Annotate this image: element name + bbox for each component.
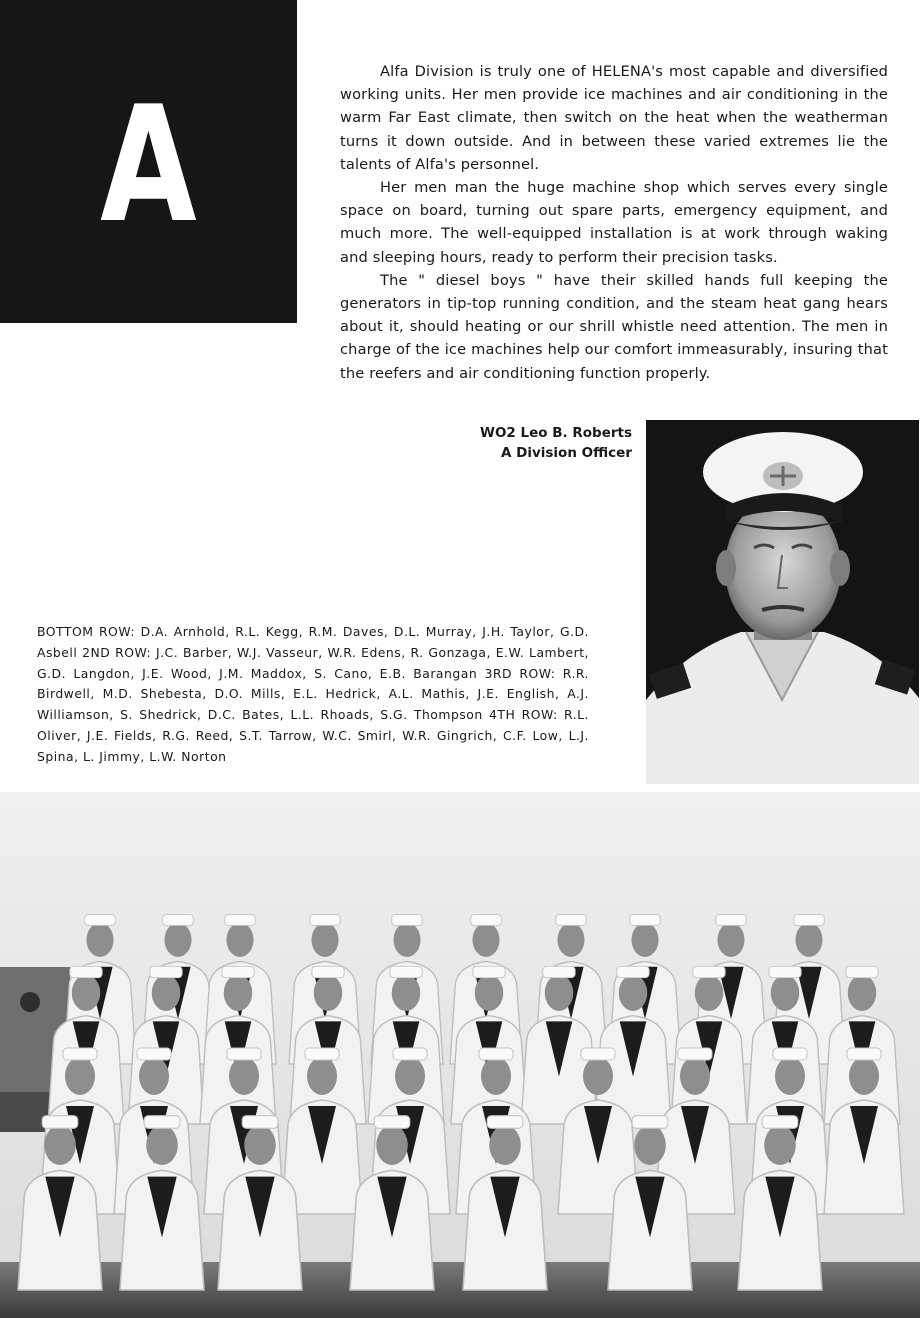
intro-paragraph-1: Alfa Division is truly one of HELENA's most capable and diversified working units. Her men provide ice machines and air conditioning in the warm Far East climate, then switch on the heat when the weatherman turns it down outside. And in between these varied extremes lie the talents of Alfa's personnel. <box>340 63 888 173</box>
officer-title: A Division Officer <box>500 445 632 461</box>
intro-text <box>340 60 888 385</box>
section-letter: A <box>100 71 197 258</box>
officer-portrait-drawing <box>646 420 919 784</box>
officer-portrait-photo <box>646 420 919 784</box>
intro-paragraph-3: The " diesel boys " have their skilled hands full keeping the generators in tip-top running condition, and the steam heat gang hears about it, should heating or our shrill whistle need attention. The men in charge of the ice machines help our comfort immeasurably, insuring that the reefers and air conditioning function properly. <box>340 271 888 382</box>
officer-caption <box>420 423 632 463</box>
roster-text: BOTTOM ROW: D.A. Arnhold, R.L. Kegg, R.M. Daves, D.L. Murray, J.H. Taylor, G.D. Asbell 2ND ROW: J.C. Barber, W.J. Vasseur, W.R. Edens, R. Gonzaga, E.W. Lambert, G.D. Langdon, J.E. Wood, J.M. Maddox, S. Cano, E.B. Barangan 3RD ROW: R.R. Birdwell, M.D. Shebesta, D.O. Mills, E.L. Hedrick, A.L. Mathis, J.E. English, A.J. Williamson, S. Shedrick, D.C. Bates, L.L. Rhoads, S.G. Thompson 4TH ROW: R.L. Oliver, J.E. Fields, R.G. Reed, S.T. Tarrow, W.C. Smirl, W.R. Gingrich, C.F. Low, L.J. Spina, L. Jimmy, L.W. Norton <box>37 624 589 764</box>
group-photo-drawing <box>0 792 920 1318</box>
intro-paragraph-2: Her men man the huge machine shop which serves every single space on board, turning out spare parts, emergency equipment, and much more. The well-equipped installation is at work through waking and sleeping hours, ready to perform their precision tasks. <box>340 179 888 266</box>
division-group-photo <box>0 792 920 1318</box>
officer-name: WO2 Leo B. Roberts <box>480 425 632 441</box>
section-letter-block <box>0 0 297 323</box>
